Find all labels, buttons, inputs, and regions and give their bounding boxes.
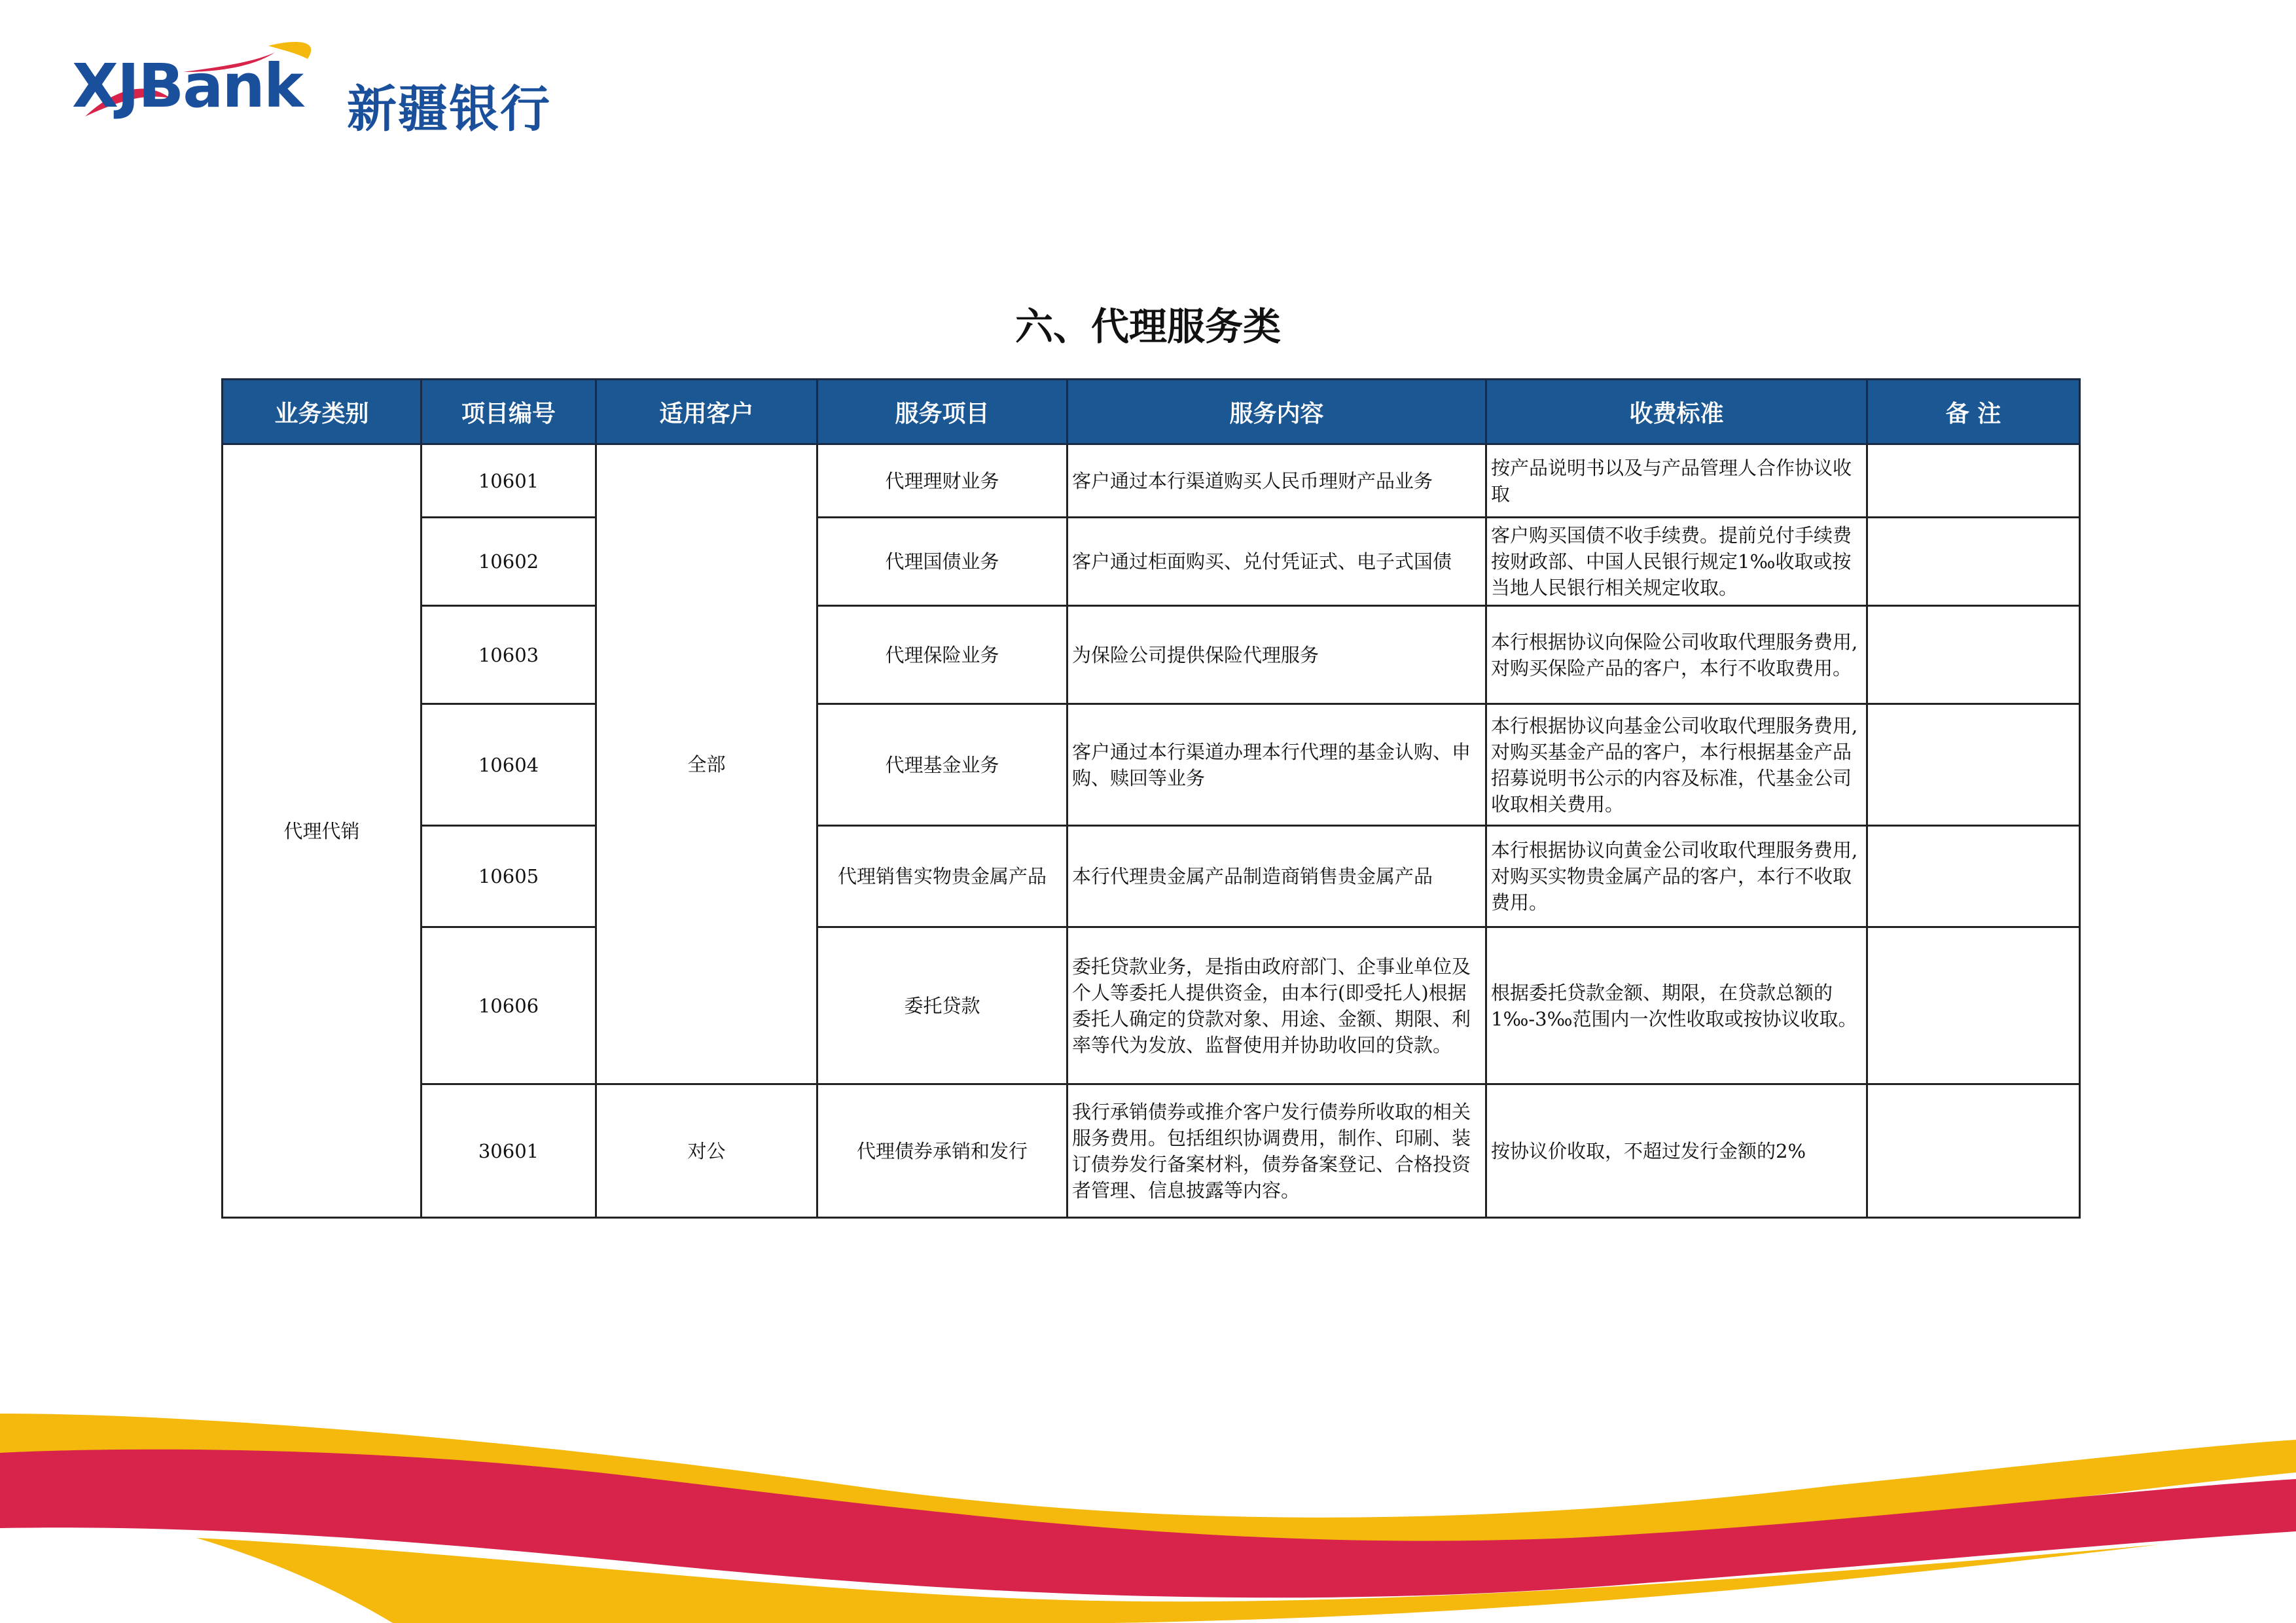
code-cell: 10606: [422, 927, 596, 1084]
logo-brand-en: XJBank: [72, 51, 303, 121]
table-row: [223, 444, 2080, 518]
service-cell: 代理销售实物贵金属产品: [817, 826, 1067, 927]
remark-cell: [1867, 704, 2080, 826]
content-cell: 客户通过柜面购买、兑付凭证式、电子式国债: [1067, 518, 1486, 606]
table-row: [223, 927, 2080, 1084]
table-row: [223, 1084, 2080, 1218]
remark-cell: [1867, 826, 2080, 927]
service-cell: 代理国债业务: [817, 518, 1067, 606]
fee-cell: 客户购买国债不收手续费。提前兑付手续费按财政部、中国人民银行规定1‰收取或按当地人民银行相关规定收取。: [1486, 518, 1867, 606]
service-cell: 代理保险业务: [817, 606, 1067, 704]
page-title: 六、代理服务类: [1014, 304, 1281, 349]
service-cell: 代理债券承销和发行: [817, 1084, 1067, 1218]
fee-cell: 本行根据协议向保险公司收取代理服务费用,对购买保险产品的客户，本行不收取费用。: [1486, 606, 1867, 704]
fee-cell: 本行根据协议向基金公司收取代理服务费用,对购买基金产品的客户，本行根据基金产品招募说明书公示的内容及标准，代基金公司收取相关费用。: [1486, 704, 1867, 826]
decorative-wave-icon: [0, 1387, 2296, 1623]
table-row: [223, 606, 2080, 704]
header-customer: 适用客户: [596, 380, 817, 444]
content-cell: 客户通过本行渠道办理本行代理的基金认购、申购、赎回等业务: [1067, 704, 1486, 826]
customer-cell-corporate: 对公: [596, 1084, 817, 1218]
code-cell: 10603: [422, 606, 596, 704]
header-code: 项目编号: [422, 380, 596, 444]
table-header-row: [223, 380, 2080, 444]
service-cell: 代理基金业务: [817, 704, 1067, 826]
fee-cell: 按协议价收取，不超过发行金额的2%: [1486, 1084, 1867, 1218]
content-cell: 客户通过本行渠道购买人民币理财产品业务: [1067, 444, 1486, 518]
service-cell: 委托贷款: [817, 927, 1067, 1084]
header-remark: 备 注: [1867, 380, 2080, 444]
header-category: 业务类别: [223, 380, 422, 444]
content-cell: 为保险公司提供保险代理服务: [1067, 606, 1486, 704]
header-fee: 收费标准: [1486, 380, 1867, 444]
remark-cell: [1867, 1084, 2080, 1218]
bank-logo: [72, 33, 583, 138]
code-cell: 10605: [422, 826, 596, 927]
remark-cell: [1867, 927, 2080, 1084]
fee-cell: 根据委托贷款金额、期限，在贷款总额的1‰-3‰范围内一次性收取或按协议收取。: [1486, 927, 1867, 1084]
table-row: [223, 826, 2080, 927]
customer-cell-all: 全部: [596, 444, 817, 1084]
remark-cell: [1867, 518, 2080, 606]
code-cell: 10604: [422, 704, 596, 826]
category-cell: 代理代销: [223, 444, 422, 1218]
fee-cell: 按产品说明书以及与产品管理人合作协议收取: [1486, 444, 1867, 518]
code-cell: 30601: [422, 1084, 596, 1218]
content-cell: 我行承销债券或推介客户发行债券所收取的相关服务费用。包括组织协调费用，制作、印刷、装订债券发行备案材料，债券备案登记、合格投资者管理、信息披露等内容。: [1067, 1084, 1486, 1218]
fee-cell: 本行根据协议向黄金公司收取代理服务费用,对购买实物贵金属产品的客户，本行不收取费用。: [1486, 826, 1867, 927]
service-cell: 代理理财业务: [817, 444, 1067, 518]
remark-cell: [1867, 444, 2080, 518]
remark-cell: [1867, 606, 2080, 704]
content-cell: 委托贷款业务，是指由政府部门、企事业单位及个人等委托人提供资金，由本行(即受托人)根据委托人确定的贷款对象、用途、金额、期限、利率等代为发放、监督使用并协助收回的贷款。: [1067, 927, 1486, 1084]
code-cell: 10602: [422, 518, 596, 606]
header-content: 服务内容: [1067, 380, 1486, 444]
table-row: [223, 518, 2080, 606]
fee-table: [221, 378, 2081, 1219]
code-cell: 10601: [422, 444, 596, 518]
header-service: 服务项目: [817, 380, 1067, 444]
logo-brand-cn: 新疆银行: [347, 80, 551, 138]
table-row: [223, 704, 2080, 826]
content-cell: 本行代理贵金属产品制造商销售贵金属产品: [1067, 826, 1486, 927]
